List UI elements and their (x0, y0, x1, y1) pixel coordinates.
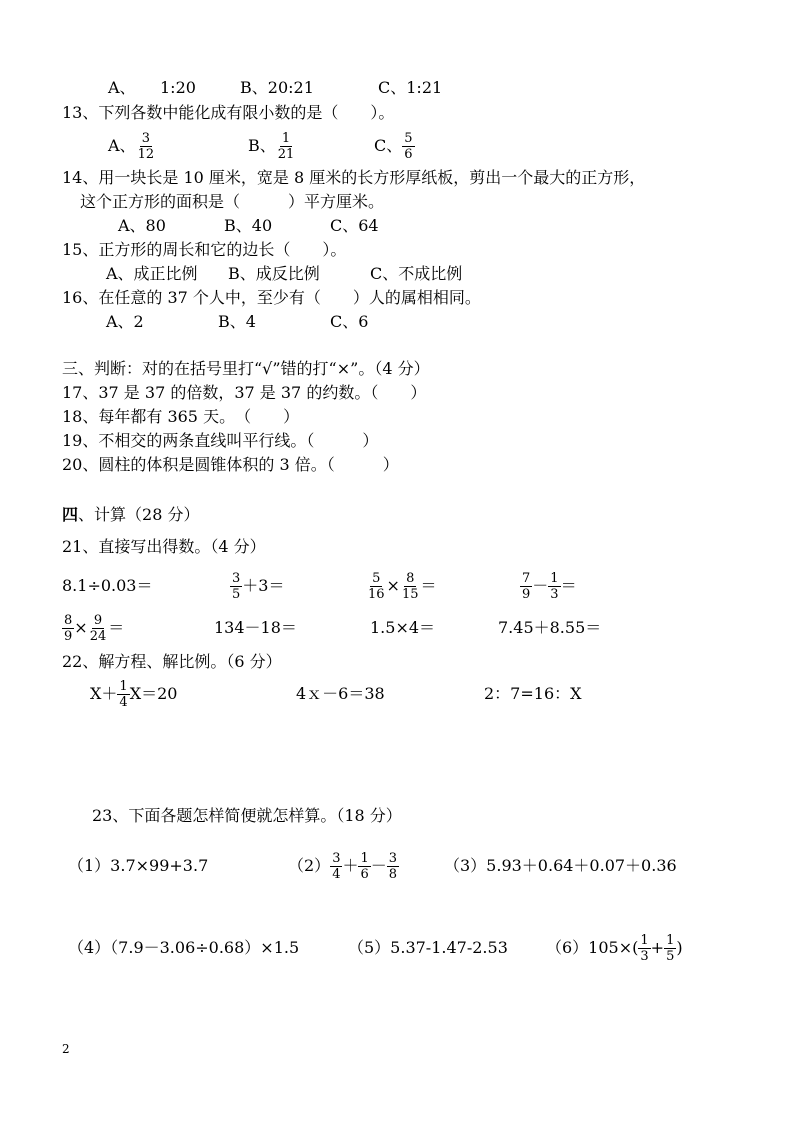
q13-option-c-label: C、 (374, 136, 403, 155)
q21-expr-2-fraction: $\frac{3}{5}$ (232, 570, 241, 602)
section4-heading-text: 、计算（28 分） (78, 505, 200, 524)
q20: 20、圆柱的体积是圆锥体积的 3 倍。（ ） (62, 455, 399, 474)
q14-option-b: B、40 (224, 216, 273, 235)
q16-option-b: B、4 (218, 312, 256, 331)
q21-expr-6: 134－18＝ (214, 618, 297, 637)
q22-equation-1: X＋ $\frac{1}{4}$ X＝20 (90, 678, 178, 710)
q13-option-a-label: A、 (108, 136, 136, 155)
q15-option-a: A、成正比例 (106, 264, 198, 283)
q12-option-a-label: A、 (108, 78, 136, 97)
q16-stem: 16、在任意的 37 个人中，至少有（ ）人的属相相同。 (62, 288, 481, 307)
q13-option-a-fraction: $\frac{3}{12}$ (137, 130, 155, 162)
section4-heading (62, 505, 199, 525)
q12-option-c: C、1:21 (378, 78, 443, 97)
q14-stem-line2: 这个正方形的面积是（ ）平方厘米。 (80, 192, 385, 211)
q13-option-a (108, 125, 156, 167)
q23-problem-6: （6）105×( $\frac{1}{3}$ + $\frac{1}{5}$ ) (546, 932, 683, 964)
q13-option-b (248, 125, 296, 167)
q22-proportion: 2：7=16：X (484, 684, 582, 703)
q19: 19、不相交的两条直线叫平行线。（ ） (62, 431, 379, 450)
q14-option-c: C、64 (330, 216, 379, 235)
q21-expr-4: $\frac{7}{9}$ － $\frac{1}{3}$ ＝ (522, 570, 577, 602)
q21-stem: 21、直接写出得数。（4 分） (62, 537, 266, 556)
q21-expr-7: 1.5×4＝ (370, 618, 436, 637)
q23-problem-1: （1）3.7×99+3.7 (68, 856, 209, 875)
q17: 17、37 是 37 的倍数，37 是 37 的约数。（ ） (62, 383, 427, 402)
q15-stem: 15、正方形的周长和它的边长（ ）。 (62, 240, 347, 259)
q13-option-b-label: B、 (248, 136, 276, 155)
q15-option-c: C、不成比例 (370, 264, 463, 283)
q14-stem-line1: 14、用一块长是 10 厘米，宽是 8 厘米的长方形厚纸板，剪出一个最大的正方形， (62, 168, 646, 187)
q23-stem: 23、下面各题怎样简便就怎样算。（18 分） (92, 806, 402, 825)
q16-option-a: A、2 (106, 312, 144, 331)
q23-problem-4: （4）（7.9－3.06÷0.68）×1.5 (68, 938, 300, 957)
q16-option-c: C、6 (330, 312, 369, 331)
q21-expr-5: $\frac{8}{9}$ × $\frac{9}{24}$ ＝ (64, 612, 125, 644)
q18: 18、每年都有 365 天。 （ ） (62, 407, 300, 426)
q22-stem: 22、解方程、解比例。（6 分） (62, 652, 282, 671)
q21-expr-2: $\frac{3}{5}$ ＋3＝ (232, 570, 285, 602)
q12-option-b: B、20:21 (240, 78, 314, 97)
section3-heading: 三、判断：对的在括号里打“√”错的打“×”。（4 分） (62, 359, 430, 378)
q23-problem-2: （2） $\frac{3}{4}$ ＋ $\frac{1}{6}$ － $\frac{3}{8}$ (288, 850, 398, 882)
q21-expr-1: 8.1÷0.03＝ (62, 576, 153, 595)
q21-expr-3: $\frac{5}{16}$ × $\frac{8}{15}$ ＝ (368, 570, 437, 602)
q23-problem-3: （3）5.93＋0.64＋0.07＋0.36 (444, 856, 677, 875)
q22-equation-2: 4ｘ－6＝38 (296, 684, 385, 703)
q12-option-a-value: 1:20 (160, 78, 196, 97)
q13-option-b-fraction: $\frac{1}{21}$ (277, 130, 295, 162)
q13-option-c (374, 125, 415, 167)
q15-option-b: B、成反比例 (228, 264, 320, 283)
q21-expr-8: 7.45＋8.55＝ (498, 618, 602, 637)
section4-heading-number: 四 (62, 505, 79, 524)
q13-stem: 13、下列各数中能化成有限小数的是（ ）。 (62, 103, 395, 122)
q14-option-a: A、80 (118, 216, 166, 235)
q13-option-c-fraction: $\frac{5}{6}$ (404, 130, 413, 162)
page-number: 2 (62, 1042, 70, 1056)
q23-problem-5: （5）5.37-1.47-2.53 (348, 938, 508, 957)
